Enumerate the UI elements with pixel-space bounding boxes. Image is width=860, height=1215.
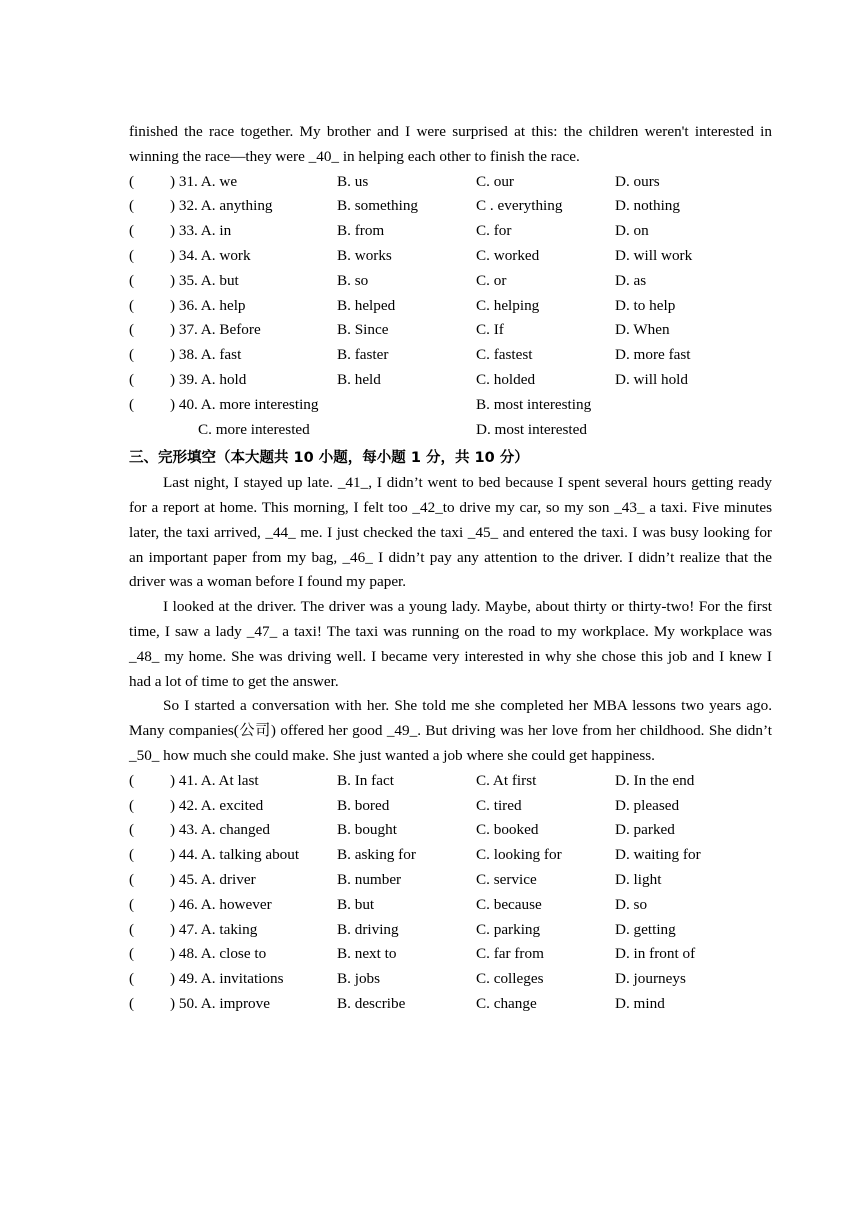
option-a: ) 42. A. excited [170, 796, 264, 814]
option-d: D. In the end [615, 771, 695, 789]
option-d: D. ours [615, 172, 660, 190]
option-d: D. waiting for [615, 846, 701, 864]
answer-bracket: ( [129, 920, 135, 938]
answer-bracket: ( [129, 945, 135, 963]
option-c: C. fastest [476, 346, 533, 364]
option-c: C. change [476, 994, 537, 1012]
question-row [129, 244, 772, 269]
option-b: B. us [337, 172, 369, 190]
option-b: B. driving [337, 920, 399, 938]
option-b: B. Since [337, 321, 389, 339]
answer-bracket: ( [129, 346, 135, 364]
option-a: ) 47. A. taking [170, 920, 258, 938]
answer-bracket: ( [129, 895, 135, 913]
option-b: B. but [337, 895, 375, 913]
option-c: C. booked [476, 821, 539, 839]
option-c: C . everything [476, 197, 563, 215]
option-c: C. worked [476, 246, 540, 264]
option-c: C. At first [476, 771, 537, 789]
answer-bracket: ( [129, 296, 135, 314]
option-d: D. nothing [615, 197, 680, 215]
question-row [129, 269, 772, 294]
question-row [129, 967, 772, 992]
question-row [129, 992, 772, 1017]
question-row [129, 368, 772, 393]
option-a: ) 49. A. invitations [170, 970, 284, 988]
option-a: ) 48. A. close to [170, 945, 267, 963]
option-a: ) 45. A. driver [170, 870, 256, 888]
option-c: C. or [476, 271, 507, 289]
option-c: C. more interested [198, 420, 310, 438]
question-row [129, 843, 772, 868]
option-b: B. faster [337, 346, 389, 364]
answer-bracket: ( [129, 321, 135, 339]
answer-bracket: ( [129, 970, 135, 988]
option-b: B. from [337, 222, 385, 240]
option-d: D. pleased [615, 796, 680, 814]
question-row [129, 918, 772, 943]
option-c: C. parking [476, 920, 541, 938]
option-d: D. getting [615, 920, 676, 938]
question-row [129, 219, 772, 244]
document-page [129, 120, 772, 1017]
option-b: B. held [337, 370, 381, 388]
option-a: ) 35. A. but [170, 271, 239, 289]
option-a: ) 50. A. improve [170, 994, 270, 1012]
question-row [129, 769, 772, 794]
option-c: C. holded [476, 370, 536, 388]
option-d: D. as [615, 271, 647, 289]
answer-bracket: ( [129, 846, 135, 864]
passage-paragraph-3: So I started a conversation with her. She told me she completed her MBA lessons two years ago. Many companies(公司) offered her good _49_. But driving was her love from her childhood. She didn’t _50_ how much she could make. She just wanted a job where she could get happiness. [129, 697, 772, 764]
option-c: C. far from [476, 945, 544, 963]
option-d: D. on [615, 222, 649, 240]
option-b: B. jobs [337, 970, 381, 988]
option-a: ) 38. A. fast [170, 346, 242, 364]
option-b: B. something [337, 197, 419, 215]
option-a: ) 43. A. changed [170, 821, 270, 839]
option-d: D. most interested [476, 420, 587, 438]
option-a: ) 40. A. more interesting [170, 395, 319, 413]
option-d: D. light [615, 870, 662, 888]
option-b: B. number [337, 870, 402, 888]
option-a: ) 46. A. however [170, 895, 272, 913]
question-row [129, 942, 772, 967]
option-a: ) 36. A. help [170, 296, 246, 314]
question-row [129, 868, 772, 893]
answer-bracket: ( [129, 821, 135, 839]
answer-bracket: ( [129, 172, 135, 190]
option-d: D. When [615, 321, 670, 339]
option-b: B. so [337, 271, 369, 289]
option-b: B. asking for [337, 846, 416, 864]
answer-bracket: ( [129, 246, 135, 264]
option-c: C. looking for [476, 846, 562, 864]
option-b: B. works [337, 246, 392, 264]
question-row [129, 818, 772, 843]
answer-bracket: ( [129, 870, 135, 888]
question-row-40 [129, 393, 772, 418]
question-row [129, 170, 772, 195]
answer-bracket: ( [129, 796, 135, 814]
question-row [129, 318, 772, 343]
option-d: D. will work [615, 246, 693, 264]
option-d: D. to help [615, 296, 676, 314]
option-d: D. mind [615, 994, 665, 1012]
option-d: D. will hold [615, 370, 688, 388]
question-row [129, 294, 772, 319]
option-c: C. colleges [476, 970, 544, 988]
intro-paragraph: finished the race together. My brother and I were surprised at this: the children weren't interested in winning the race—they were _40_ in helping each other to finish the race. [129, 123, 772, 165]
option-a: ) 34. A. work [170, 246, 251, 264]
option-c: C. because [476, 895, 542, 913]
option-d: D. in front of [615, 945, 696, 963]
option-a: ) 41. A. At last [170, 771, 259, 789]
question-row [129, 893, 772, 918]
option-a: ) 32. A. anything [170, 197, 273, 215]
option-b: B. bored [337, 796, 390, 814]
answer-bracket: ( [129, 994, 135, 1012]
option-b: B. next to [337, 945, 397, 963]
question-row [129, 194, 772, 219]
question-list-41-50 [129, 769, 772, 1017]
option-d: D. so [615, 895, 648, 913]
option-a: ) 37. A. Before [170, 321, 261, 339]
option-c: C. service [476, 870, 537, 888]
answer-bracket: ( [129, 271, 135, 289]
option-c: C. for [476, 222, 512, 240]
option-a: ) 39. A. hold [170, 370, 247, 388]
answer-bracket: ( [129, 197, 135, 215]
option-d: D. more fast [615, 346, 691, 364]
option-b: B. bought [337, 821, 397, 839]
option-a: ) 31. A. we [170, 172, 238, 190]
option-c: C. If [476, 321, 504, 339]
answer-bracket: ( [129, 370, 135, 388]
answer-bracket: ( [129, 771, 135, 789]
option-b: B. In fact [337, 771, 394, 789]
question-list-31-39 [129, 170, 772, 443]
option-a: ) 44. A. talking about [170, 846, 300, 864]
passage-paragraph-1: Last night, I stayed up late. _41_, I didn’t went to bed because I spent several hours getting ready for a report at home. This morning, I felt too _42_to drive my car, so my son _43_ a taxi. Five minutes later, the taxi arrived, _44_ me. I just checked the taxi _45_ and entered the taxi. I was busy looking for an important paper from my bag, _46_ I didn’t pay any attention to the driver. I didn’t realize that the driver was a woman before I found my paper. [129, 474, 772, 591]
passage-paragraph-2: I looked at the driver. The driver was a young lady. Maybe, about thirty or thirty-two! For the first time, I saw a lady _47_ a taxi! The taxi was running on the road to my workplace. My workplace was _48_ my home. She was driving well. I became very interested in why she chose this job and I knew I had a lot of time to get the answer. [129, 598, 772, 690]
question-row-40-cont [129, 418, 772, 443]
option-c: C. tired [476, 796, 522, 814]
option-a: ) 33. A. in [170, 222, 232, 240]
option-c: C. helping [476, 296, 540, 314]
option-b: B. describe [337, 994, 406, 1012]
question-row [129, 343, 772, 368]
section-heading: 三、完形填空（本大题共 10 小题，每小题 1 分，共 10 分） [129, 450, 529, 467]
option-b: B. helped [337, 296, 396, 314]
option-d: D. journeys [615, 970, 686, 988]
answer-bracket: ( [129, 222, 135, 240]
option-d: D. parked [615, 821, 675, 839]
option-b: B. most interesting [476, 395, 592, 413]
answer-bracket: ( [129, 395, 135, 413]
option-c: C. our [476, 172, 514, 190]
question-row [129, 794, 772, 819]
